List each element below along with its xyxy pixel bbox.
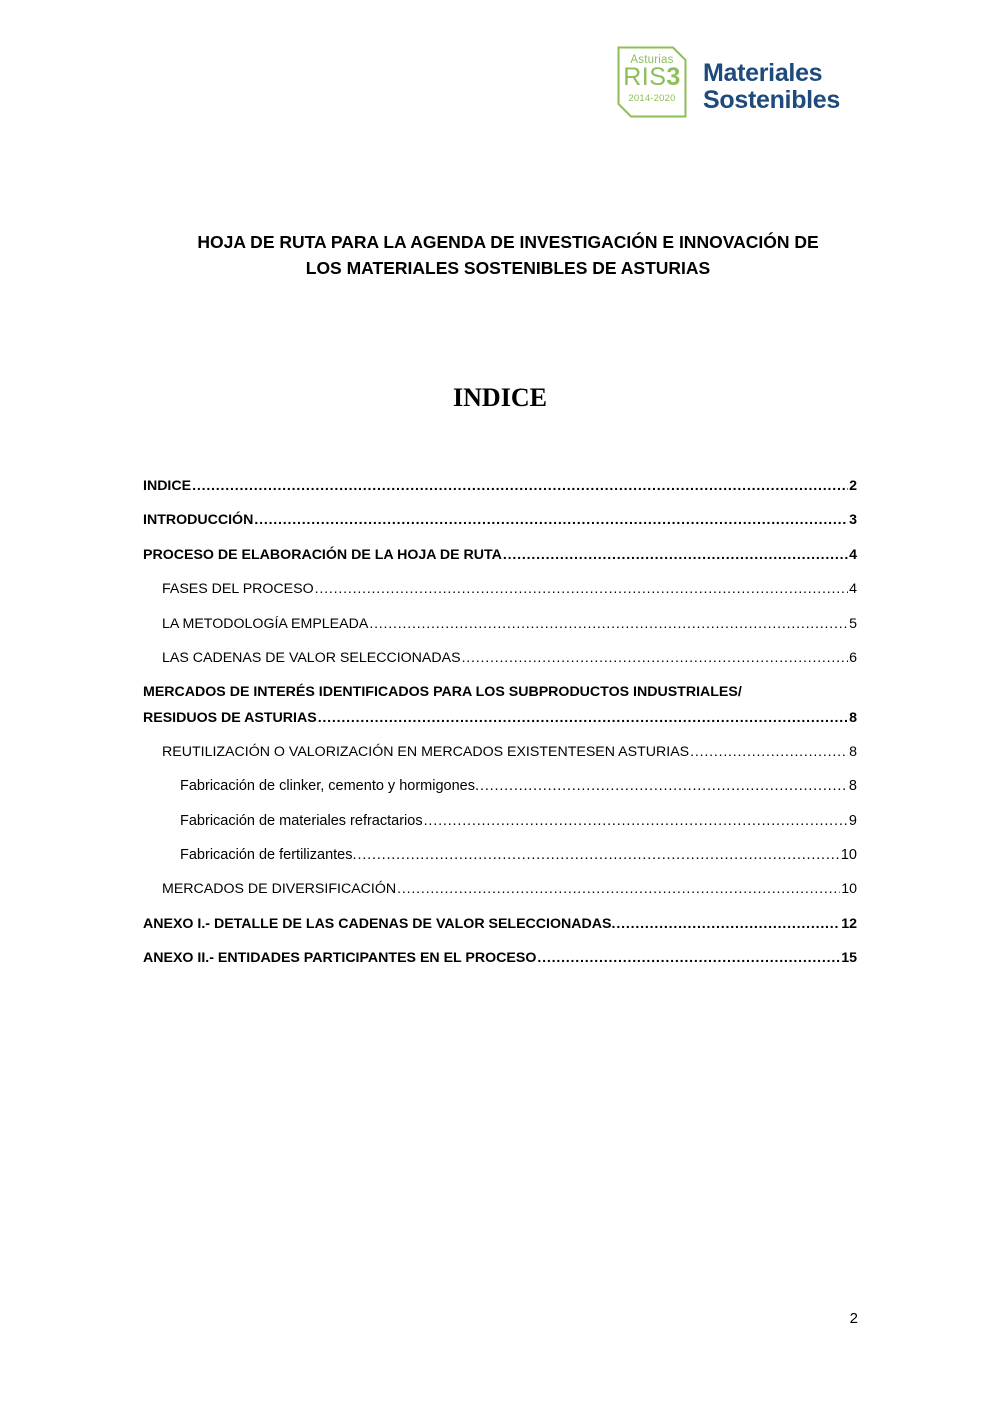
toc-entry-label: PROCESO DE ELABORACIÓN DE LA HOJA DE RUTA	[143, 547, 502, 563]
badge-years: 2014-2020	[628, 93, 676, 104]
toc-entry-page: 8	[849, 744, 857, 760]
document-title-line-1: HOJA DE RUTA PARA LA AGENDA DE INVESTIGACIÓN E INNOVACIÓN DE	[197, 232, 819, 252]
toc-entry-label: INTRODUCCIÓN	[143, 512, 254, 528]
toc-entry-page: 9	[848, 813, 857, 829]
toc-leader	[192, 478, 848, 494]
toc-leader	[315, 581, 848, 597]
toc-entry-page: 10	[840, 847, 857, 863]
toc-entry[interactable]	[162, 616, 857, 632]
toc-leader	[397, 881, 840, 897]
ris3-badge	[617, 46, 687, 118]
toc-entry-label: Fabricación de clinker, cemento y hormigones.	[180, 778, 480, 794]
toc-entry[interactable]	[143, 916, 857, 932]
toc-entry-label: MERCADOS DE DIVERSIFICACIÓN	[162, 881, 397, 897]
toc-entry[interactable]	[162, 650, 857, 666]
toc-entry-page: 8	[849, 710, 857, 726]
toc-entry-page: 12	[841, 916, 857, 932]
toc-entry-label: RESIDUOS DE ASTURIAS	[143, 710, 317, 726]
toc-leader	[254, 512, 848, 528]
logo	[617, 46, 862, 120]
toc-entry-label: ANEXO I.- DETALLE DE LAS CADENAS DE VALOR SELECCIONADAS.	[143, 916, 616, 932]
toc-entry[interactable]	[143, 710, 857, 726]
page-number: 2	[849, 1310, 858, 1327]
brand-line-2: Sostenibles	[703, 86, 841, 114]
toc-leader	[616, 916, 840, 932]
document-title	[100, 229, 916, 281]
toc-leader	[480, 778, 848, 794]
toc-entry-label: Fabricación de materiales refractarios	[180, 813, 423, 829]
toc-entry-page: 10	[841, 881, 857, 897]
toc-leader	[503, 547, 848, 563]
document-title-line-2: LOS MATERIALES SOSTENIBLES DE ASTURIAS	[305, 258, 711, 278]
toc-entry-page: 4	[849, 547, 857, 563]
toc-entry[interactable]	[180, 847, 857, 863]
toc-leader	[537, 950, 840, 966]
toc-entry[interactable]	[143, 512, 857, 528]
toc-entry-label: REUTILIZACIÓN O VALORIZACIÓN EN MERCADOS EXISTENTESEN ASTURIAS	[162, 744, 690, 760]
toc-entry-label: ANEXO II.- ENTIDADES PARTICIPANTES EN EL PROCESO	[143, 950, 537, 966]
brand-name	[703, 60, 840, 114]
toc-entry[interactable]	[143, 547, 857, 563]
index-heading: INDICE	[453, 383, 547, 412]
toc-entry[interactable]	[162, 744, 857, 760]
toc-entry[interactable]	[143, 478, 857, 494]
toc-leader	[358, 847, 840, 863]
badge-region: Asturias	[630, 54, 674, 66]
toc-entry-label: FASES DEL PROCESO	[162, 581, 314, 597]
toc-leader	[462, 650, 849, 666]
toc-entry[interactable]	[162, 881, 857, 897]
toc-entry-page: 8	[848, 778, 857, 794]
brand-line-1: Materiales	[703, 59, 823, 87]
toc-entry[interactable]	[143, 950, 857, 966]
toc-entry[interactable]	[180, 778, 857, 794]
toc-leader	[424, 813, 848, 829]
toc-entry-label: Fabricación de fertilizantes.	[180, 847, 357, 863]
toc-entry-page: 6	[849, 650, 857, 666]
toc-leader	[318, 710, 848, 726]
toc-entry[interactable]	[180, 813, 857, 829]
toc-entry-label-line-1[interactable]: MERCADOS DE INTERÉS IDENTIFICADOS PARA LOS SUBPRODUCTOS INDUSTRIALES/	[143, 684, 742, 700]
toc-leader	[369, 616, 848, 632]
badge-ris: RIS3	[623, 63, 681, 91]
toc-leader	[690, 744, 848, 760]
toc-entry-label: LAS CADENAS DE VALOR SELECCIONADAS	[162, 650, 461, 666]
toc-entry-label: LA METODOLOGÍA EMPLEADA	[162, 616, 369, 632]
toc-entry-page: 3	[849, 512, 857, 528]
toc-entry-page: 15	[841, 950, 857, 966]
toc-entry[interactable]	[162, 581, 857, 597]
toc-entry-page: 2	[849, 478, 857, 494]
toc-entry-label: INDICE	[143, 478, 192, 494]
toc-entry-page: 4	[849, 581, 857, 597]
toc-entry-page: 5	[849, 616, 857, 632]
